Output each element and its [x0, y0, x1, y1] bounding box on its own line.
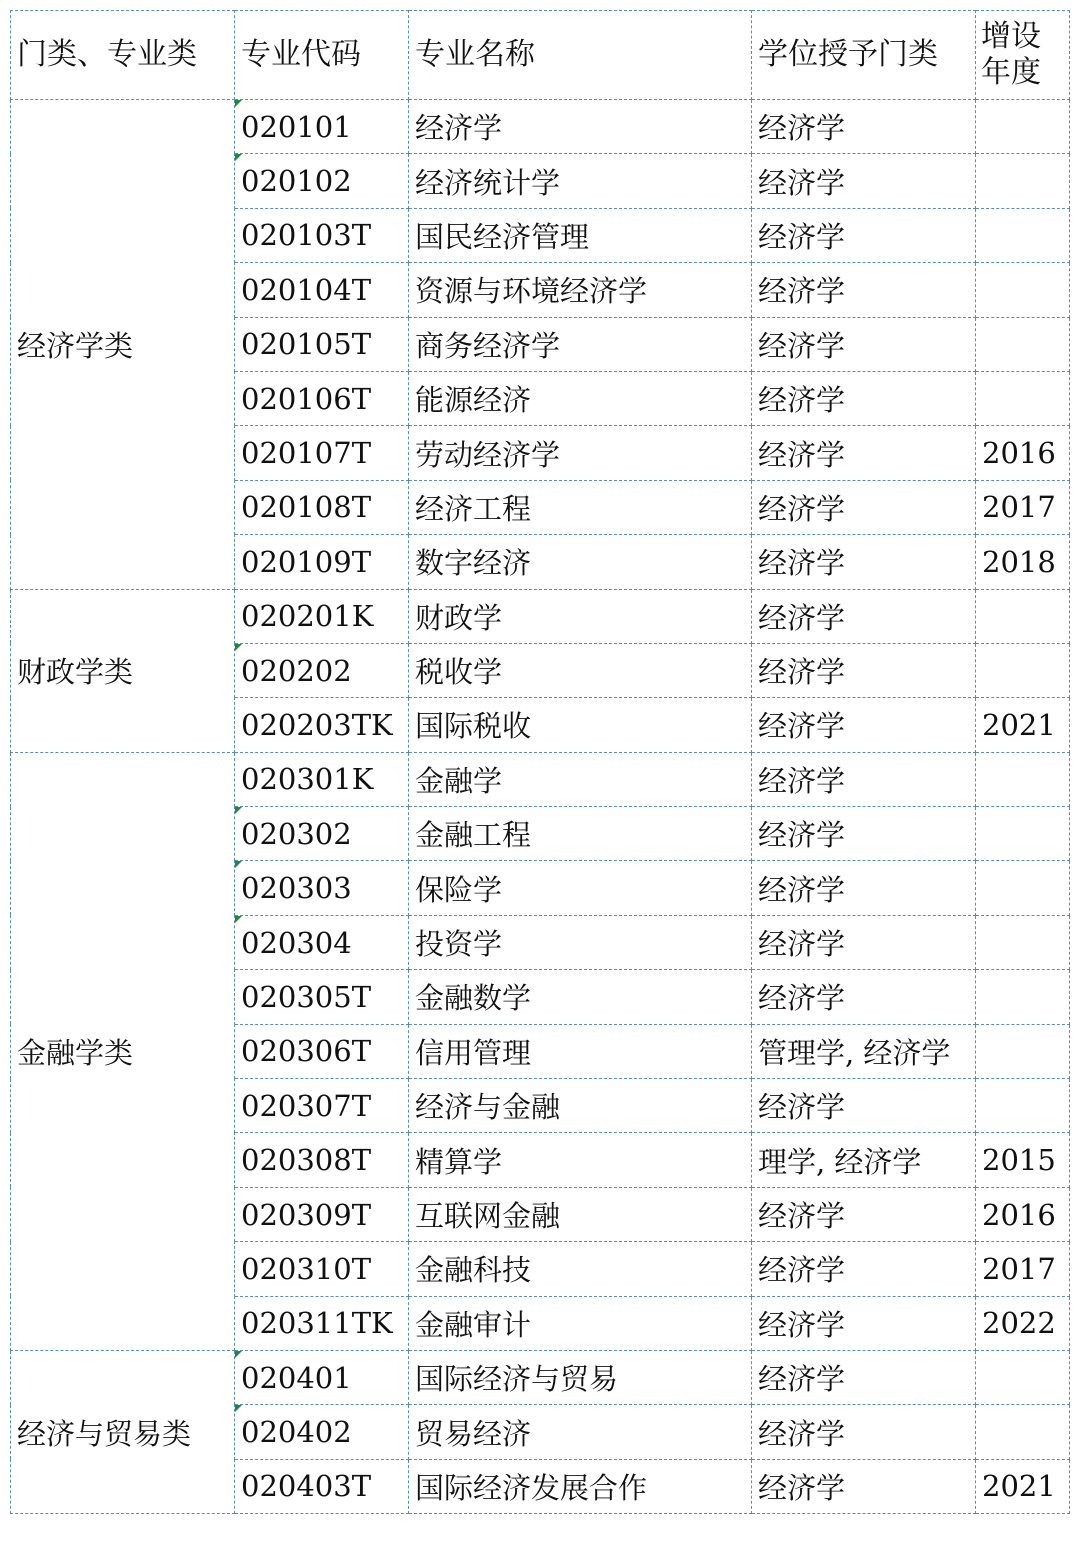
- code-cell: 020109T: [235, 535, 409, 589]
- year-cell: [976, 100, 1070, 154]
- name-cell: 能源经济: [409, 371, 752, 425]
- year-cell: [976, 807, 1070, 861]
- code-cell: 020308T: [235, 1133, 409, 1187]
- name-cell: 国际经济发展合作: [409, 1459, 752, 1513]
- degree-cell: 经济学: [752, 480, 976, 534]
- name-cell: 数字经济: [409, 535, 752, 589]
- code-cell: 020310T: [235, 1242, 409, 1296]
- year-cell: 2015: [976, 1133, 1070, 1187]
- name-cell: 金融学: [409, 752, 752, 806]
- degree-cell: 经济学: [752, 915, 976, 969]
- year-cell: 2016: [976, 1187, 1070, 1241]
- code-cell: 020203TK: [235, 698, 409, 752]
- category-cell: 经济学类: [11, 100, 235, 590]
- degree-cell: 管理学, 经济学: [752, 1024, 976, 1078]
- code-cell: 020302: [235, 807, 409, 861]
- degree-cell: 经济学: [752, 100, 976, 154]
- degree-cell: 经济学: [752, 208, 976, 262]
- name-cell: 税收学: [409, 643, 752, 697]
- code-cell: 020101: [235, 100, 409, 154]
- header-code: 专业代码: [235, 11, 409, 100]
- name-cell: 信用管理: [409, 1024, 752, 1078]
- header-category: 门类、专业类: [11, 11, 235, 100]
- table-row: [11, 589, 1070, 643]
- name-cell: 金融审计: [409, 1296, 752, 1350]
- code-cell: 020401: [235, 1350, 409, 1404]
- degree-cell: 经济学: [752, 426, 976, 480]
- code-cell: 020402: [235, 1405, 409, 1459]
- degree-cell: 经济学: [752, 698, 976, 752]
- year-cell: [976, 208, 1070, 262]
- year-cell: [976, 752, 1070, 806]
- year-cell: [976, 861, 1070, 915]
- code-cell: 020107T: [235, 426, 409, 480]
- year-cell: [976, 970, 1070, 1024]
- degree-cell: 经济学: [752, 1187, 976, 1241]
- code-cell: 020403T: [235, 1459, 409, 1513]
- degree-cell: 经济学: [752, 263, 976, 317]
- code-cell: 020202: [235, 643, 409, 697]
- name-cell: 财政学: [409, 589, 752, 643]
- table-row: [11, 1350, 1070, 1404]
- header-row: [11, 11, 1070, 100]
- degree-cell: 经济学: [752, 970, 976, 1024]
- degree-cell: 经济学: [752, 317, 976, 371]
- code-cell: 020103T: [235, 208, 409, 262]
- code-cell: 020305T: [235, 970, 409, 1024]
- year-cell: [976, 154, 1070, 208]
- name-cell: 保险学: [409, 861, 752, 915]
- degree-cell: 经济学: [752, 807, 976, 861]
- degree-cell: 经济学: [752, 1405, 976, 1459]
- year-cell: [976, 1350, 1070, 1404]
- table-header: [11, 11, 1070, 100]
- degree-cell: 经济学: [752, 1079, 976, 1133]
- code-cell: 020303: [235, 861, 409, 915]
- name-cell: 经济工程: [409, 480, 752, 534]
- name-cell: 经济与金融: [409, 1079, 752, 1133]
- table-body: [11, 100, 1070, 1514]
- header-name: 专业名称: [409, 11, 752, 100]
- category-cell: 金融学类: [11, 752, 235, 1350]
- year-cell: [976, 915, 1070, 969]
- year-cell: 2016: [976, 426, 1070, 480]
- degree-cell: 理学, 经济学: [752, 1133, 976, 1187]
- name-cell: 投资学: [409, 915, 752, 969]
- header-year: 增设年度: [976, 11, 1070, 100]
- year-cell: 2021: [976, 698, 1070, 752]
- year-cell: 2018: [976, 535, 1070, 589]
- degree-cell: 经济学: [752, 1459, 976, 1513]
- name-cell: 劳动经济学: [409, 426, 752, 480]
- year-cell: 2022: [976, 1296, 1070, 1350]
- year-cell: 2021: [976, 1459, 1070, 1513]
- name-cell: 金融工程: [409, 807, 752, 861]
- degree-cell: 经济学: [752, 154, 976, 208]
- name-cell: 互联网金融: [409, 1187, 752, 1241]
- code-cell: 020307T: [235, 1079, 409, 1133]
- code-cell: 020309T: [235, 1187, 409, 1241]
- year-cell: 2017: [976, 480, 1070, 534]
- code-cell: 020304: [235, 915, 409, 969]
- year-cell: [976, 1079, 1070, 1133]
- year-cell: [976, 1405, 1070, 1459]
- code-cell: 020106T: [235, 371, 409, 425]
- name-cell: 精算学: [409, 1133, 752, 1187]
- code-cell: 020201K: [235, 589, 409, 643]
- degree-cell: 经济学: [752, 371, 976, 425]
- name-cell: 贸易经济: [409, 1405, 752, 1459]
- degree-cell: 经济学: [752, 752, 976, 806]
- name-cell: 经济统计学: [409, 154, 752, 208]
- degree-cell: 经济学: [752, 1242, 976, 1296]
- name-cell: 金融数学: [409, 970, 752, 1024]
- category-cell: 财政学类: [11, 589, 235, 752]
- code-cell: 020301K: [235, 752, 409, 806]
- name-cell: 金融科技: [409, 1242, 752, 1296]
- code-cell: 020104T: [235, 263, 409, 317]
- name-cell: 国民经济管理: [409, 208, 752, 262]
- degree-cell: 经济学: [752, 861, 976, 915]
- year-cell: [976, 1024, 1070, 1078]
- name-cell: 商务经济学: [409, 317, 752, 371]
- name-cell: 经济学: [409, 100, 752, 154]
- degree-cell: 经济学: [752, 535, 976, 589]
- name-cell: 国际税收: [409, 698, 752, 752]
- name-cell: 国际经济与贸易: [409, 1350, 752, 1404]
- year-cell: [976, 317, 1070, 371]
- code-cell: 020311TK: [235, 1296, 409, 1350]
- code-cell: 020102: [235, 154, 409, 208]
- degree-cell: 经济学: [752, 1350, 976, 1404]
- degree-cell: 经济学: [752, 1296, 976, 1350]
- header-degree: 学位授予门类: [752, 11, 976, 100]
- year-cell: [976, 371, 1070, 425]
- year-cell: [976, 263, 1070, 317]
- degree-cell: 经济学: [752, 589, 976, 643]
- code-cell: 020105T: [235, 317, 409, 371]
- table-row: [11, 752, 1070, 806]
- category-cell: 经济与贸易类: [11, 1350, 235, 1513]
- year-cell: [976, 643, 1070, 697]
- majors-table: [10, 10, 1070, 1514]
- year-cell: [976, 589, 1070, 643]
- name-cell: 资源与环境经济学: [409, 263, 752, 317]
- degree-cell: 经济学: [752, 643, 976, 697]
- year-cell: 2017: [976, 1242, 1070, 1296]
- table-row: [11, 100, 1070, 154]
- code-cell: 020108T: [235, 480, 409, 534]
- code-cell: 020306T: [235, 1024, 409, 1078]
